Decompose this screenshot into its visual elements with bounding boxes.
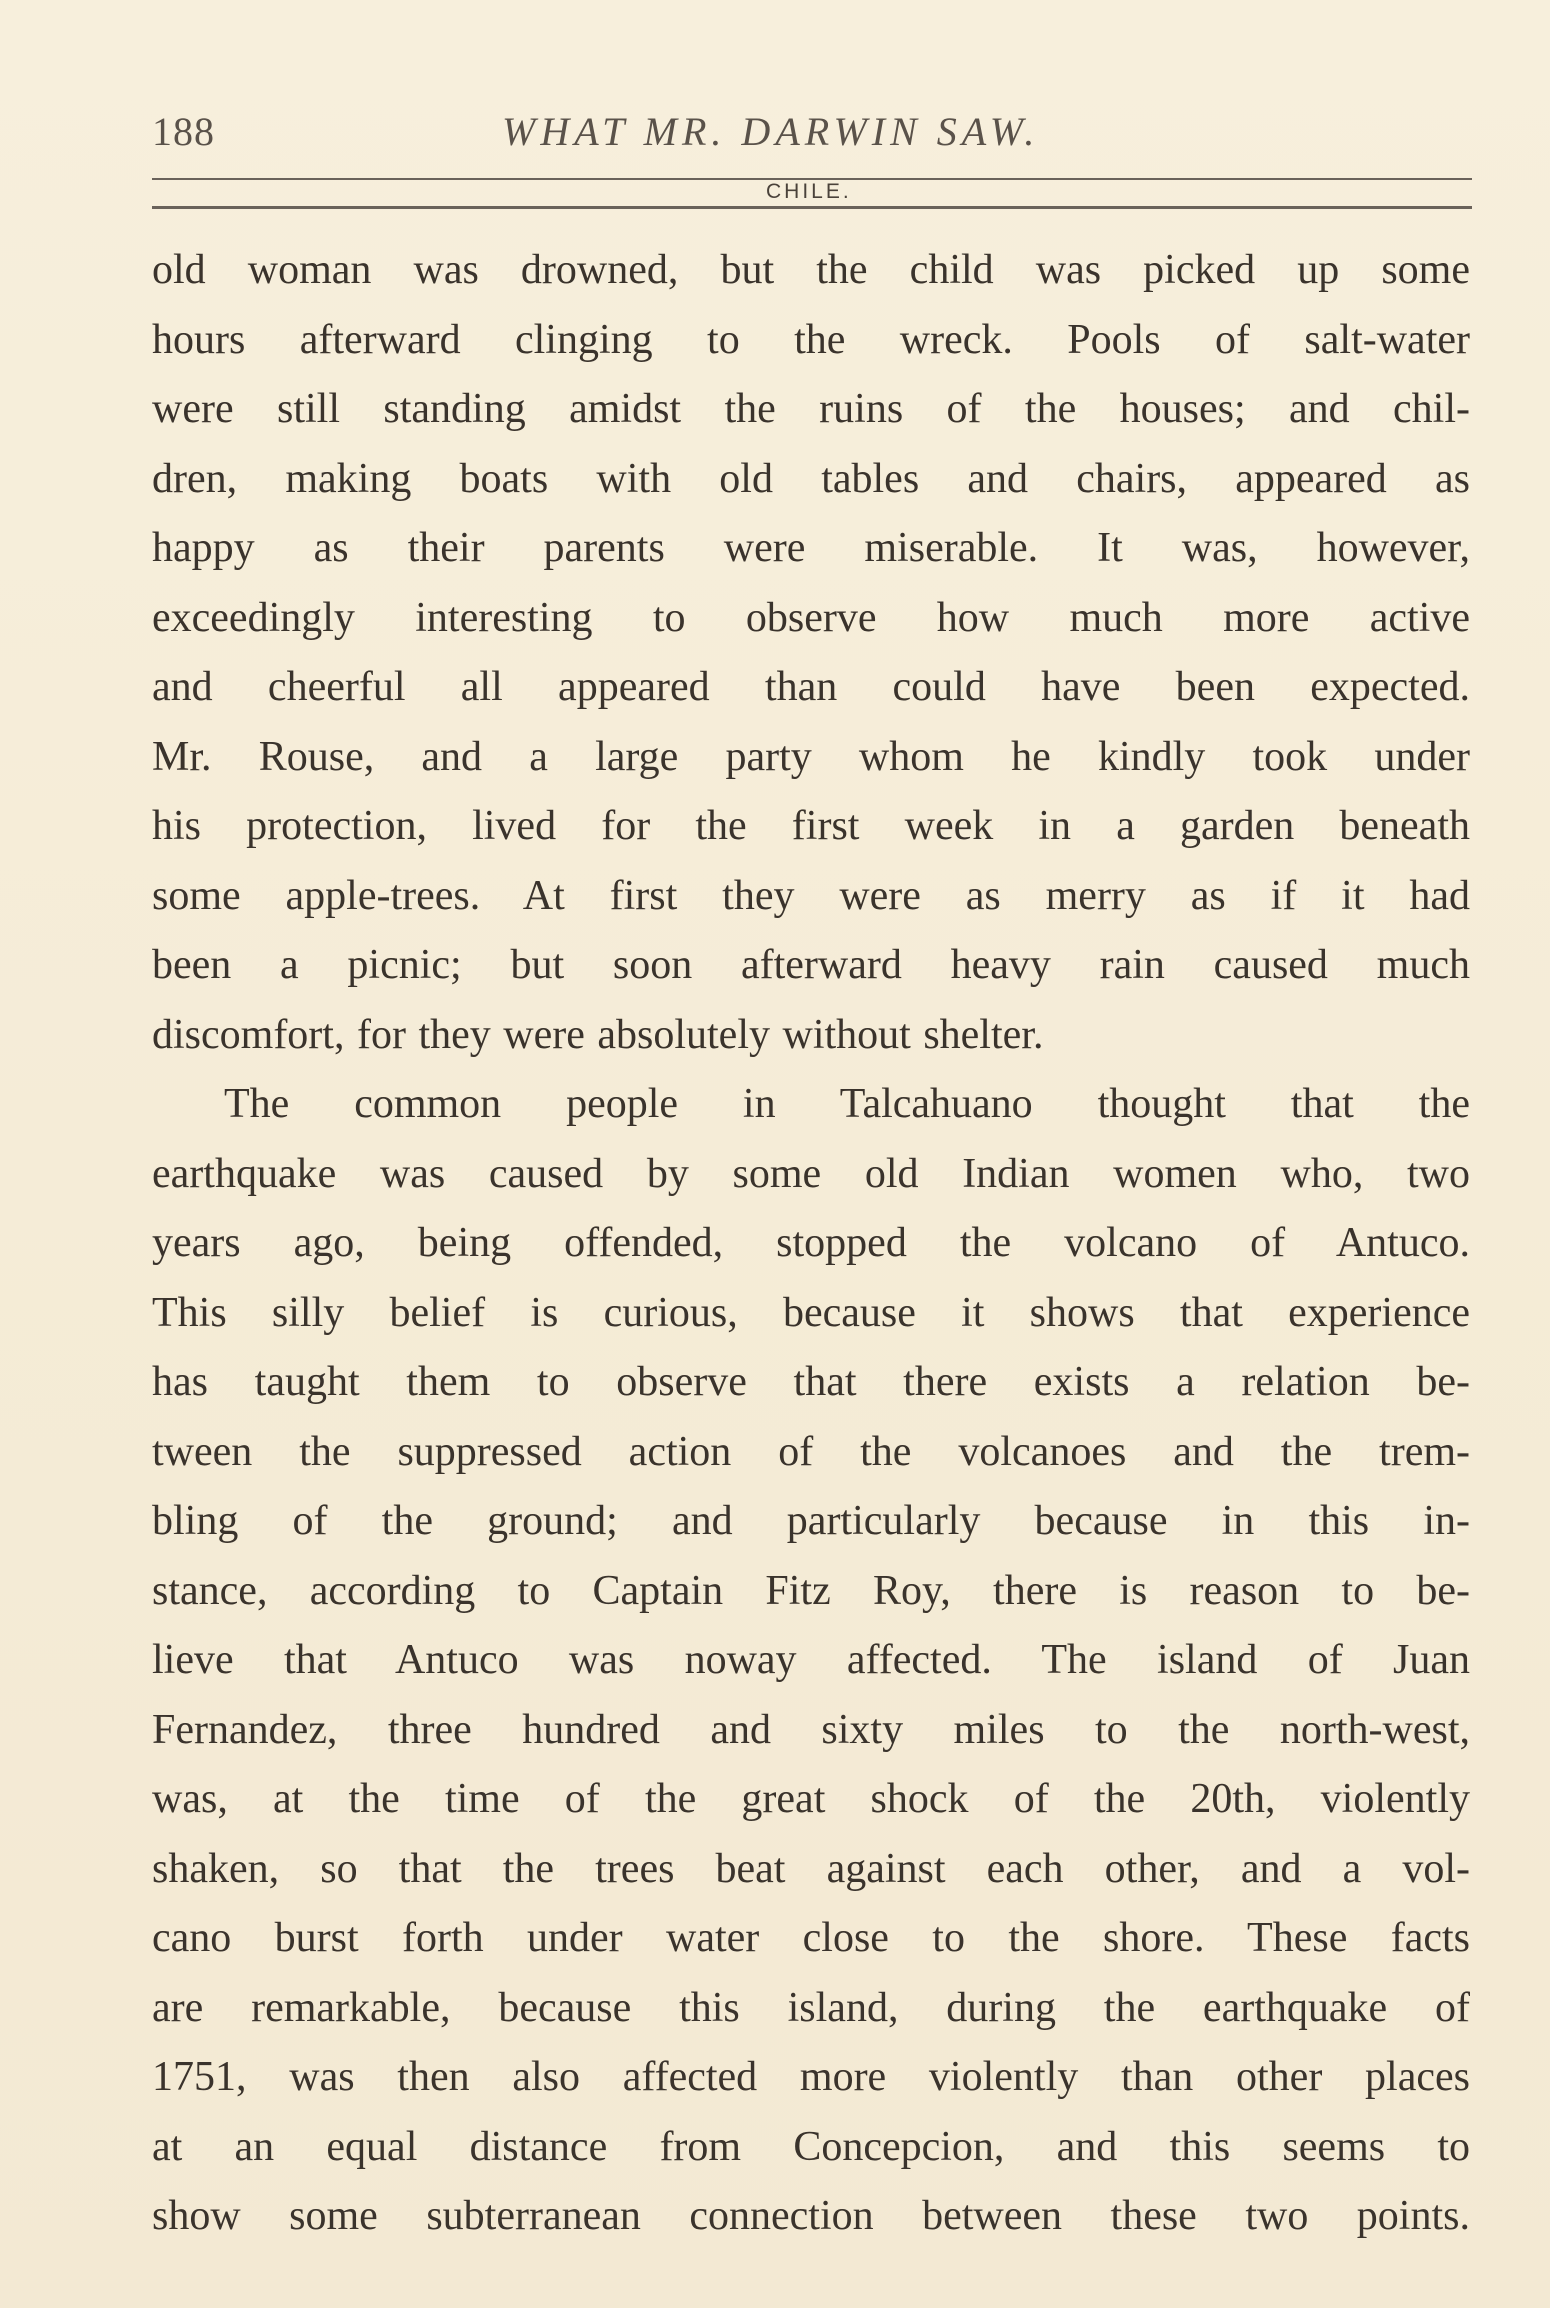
text-line: happy as their parents were miserable. It was, however,	[152, 525, 1470, 571]
text-line: shaken, so that the trees beat against each other, and a vol-	[152, 1845, 1470, 1892]
text-line: bling of the ground; and particularly because in this in-	[152, 1498, 1470, 1544]
text-line: 1751, was then also affected more violently than other places	[152, 2054, 1470, 2100]
text-line: some apple-trees. At first they were as merry as if it had	[152, 872, 1470, 919]
page-header	[152, 108, 1472, 168]
text-line: are remarkable, because this island, during the earthquake of	[152, 1984, 1470, 2031]
text-line: were still standing amidst the ruins of the houses; and chil-	[152, 386, 1470, 432]
text-line: dren, making boats with old tables and chairs, appeared as	[152, 455, 1470, 502]
text-line: discomfort, for they were absolutely without shelter.	[152, 1011, 1044, 1058]
text-line: show some subterranean connection between these two points.	[152, 2193, 1470, 2239]
running-title: WHAT MR. DARWIN SAW.	[502, 109, 1040, 154]
text-line: earthquake was caused by some old Indian women who, two	[152, 1150, 1470, 1197]
text-line: lieve that Antuco was noway affected. The island of Juan	[152, 1637, 1470, 1683]
text-line: hours afterward clinging to the wreck. Pools of salt-water	[152, 316, 1470, 363]
text-line: years ago, being offended, stopped the volcano of Antuco.	[152, 1220, 1470, 1266]
header-rule-bottom	[152, 206, 1472, 209]
text-line: cano burst forth under water close to the shore. These facts	[152, 1915, 1470, 1961]
text-line: at an equal distance from Concepcion, and this seems to	[152, 2123, 1470, 2170]
text-line: Mr. Rouse, and a large party whom he kindly took under	[152, 733, 1470, 780]
page-number: 188	[152, 109, 215, 154]
text-line: was, at the time of the great shock of the 20th, violently	[152, 1776, 1470, 1822]
text-line: his protection, lived for the first week in a garden beneath	[152, 803, 1470, 849]
text-line: exceedingly interesting to observe how much more active	[152, 594, 1470, 641]
text-line: The common people in Talcahuano thought that the	[224, 1081, 1470, 1127]
text-line: tween the suppressed action of the volcanoes and the trem-	[152, 1428, 1470, 1475]
text-line: This silly belief is curious, because it shows that experience	[152, 1289, 1470, 1336]
text-line: Fernandez, three hundred and sixty miles to the north-west,	[152, 1706, 1470, 1753]
body-text	[152, 236, 1470, 2252]
text-line: has taught them to observe that there exists a relation be-	[152, 1359, 1470, 1405]
text-line: and cheerful all appeared than could have been expected.	[152, 664, 1470, 710]
text-line: been a picnic; but soon afterward heavy rain caused much	[152, 942, 1470, 988]
section-label: CHILE.	[760, 180, 858, 204]
text-line: old woman was drowned, but the child was picked up some	[152, 247, 1470, 293]
text-line: stance, according to Captain Fitz Roy, there is reason to be-	[152, 1567, 1470, 1614]
